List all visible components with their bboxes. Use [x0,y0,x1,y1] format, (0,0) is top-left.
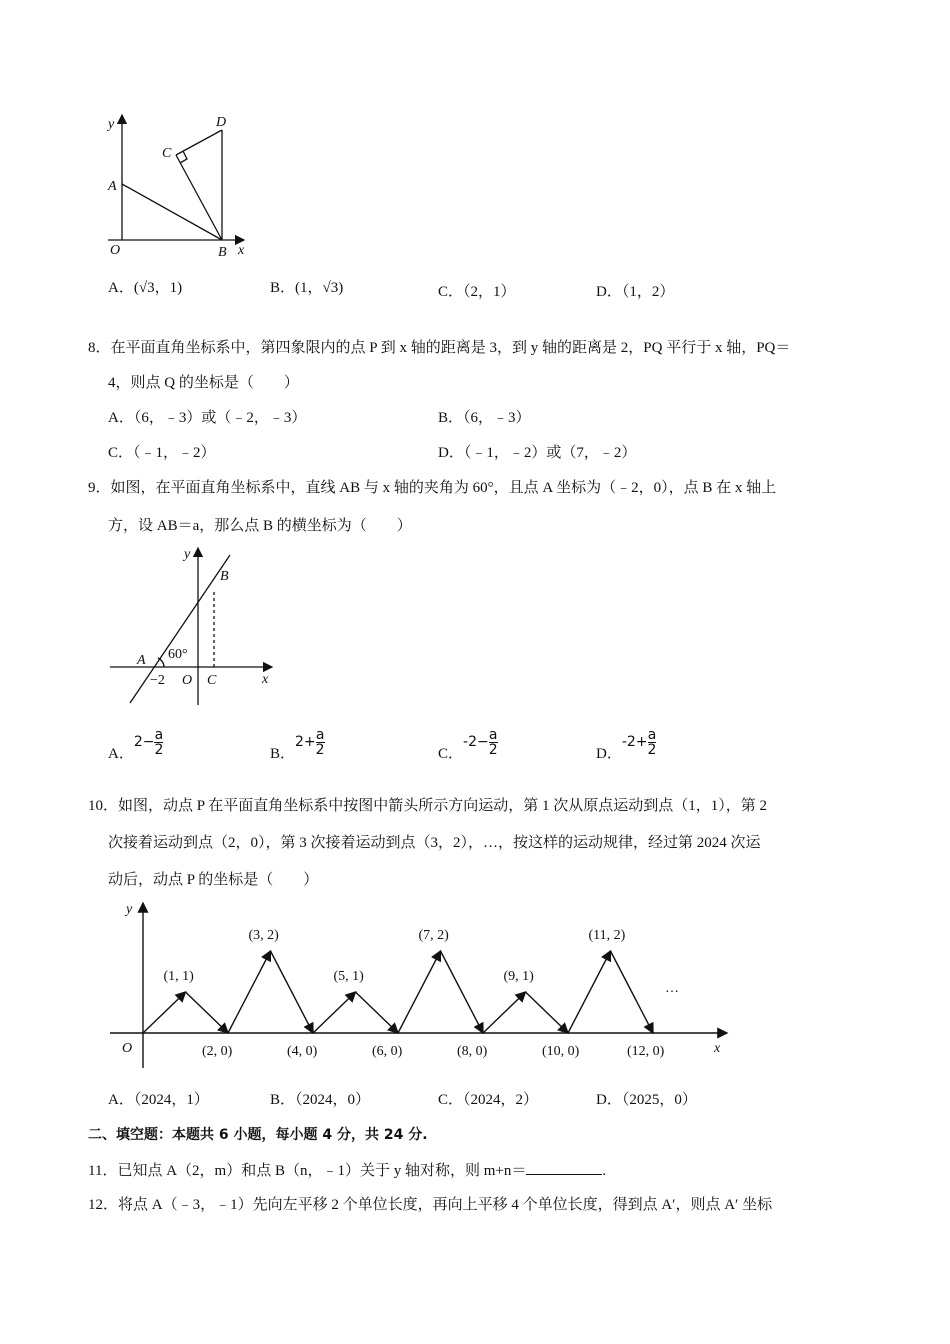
option-text: （2024，1） [133,1092,209,1108]
q9-stem-line2: 方，设 AB＝a，那么点 B 的横坐标为（ ） [108,518,412,534]
option-text: (1，√3) [295,280,344,296]
option-text: 2+ [295,733,316,750]
point-label: (1, 1) [163,969,194,984]
denominator: 2 [154,742,164,758]
option-letter: B． [270,1092,296,1108]
point-a-label: A [137,653,146,668]
point-label: (8, 0) [457,1044,488,1059]
motion-arrow [611,951,654,1033]
numerator: a [315,727,325,743]
q7-option-c[interactable] [438,282,516,302]
option-letter: B． [270,280,296,296]
neg2-label: −2 [150,673,165,688]
q10-option-a[interactable] [108,1090,209,1110]
motion-arrow [186,992,229,1033]
q11-text: 11．已知点 A（2，m）和点 B（n，﹣1）关于 y 轴对称，则 m+n＝ [88,1163,527,1179]
q7-option-a[interactable] [108,278,182,298]
option-letter: C． [108,445,134,461]
point-label: (10, 0) [542,1044,580,1059]
section-heading: 二、填空题：本题共 6 小题，每小题 4 分，共 24 分. [88,1127,428,1143]
motion-arrow [441,951,484,1033]
point-label: (3, 2) [248,928,279,943]
option-text: （﹣1，﹣2）或（7，﹣2） [463,445,637,461]
motion-arrow [143,992,186,1033]
point-label: (6, 0) [372,1044,403,1059]
origin-label: O [122,1041,133,1056]
q8-option-c[interactable] [108,443,216,463]
option-letter: A． [108,280,134,296]
q9-stem-line1: 9．如图，在平面直角坐标系中，直线 AB 与 x 轴的夹角为 60°，且点 A 坐标为（﹣2，0），点 B 在 x 轴上 [88,480,777,496]
x-axis-label: x [714,1041,721,1056]
denominator: 2 [315,742,325,758]
option-text: （2，1） [463,284,516,300]
denominator: 2 [647,742,657,758]
q7-option-b[interactable] [270,278,343,298]
point-c-label: C [162,146,172,161]
q12-stem: 12．将点 A（﹣3，﹣1）先向左平移 2 个单位长度，再向上平移 4 个单位长度，得到点 A′，则点 A′ 坐标 [88,1197,773,1213]
numerator: a [488,727,498,743]
option-text: （6，﹣3）或（﹣2，﹣3） [133,410,307,426]
point-label: (11, 2) [588,928,626,943]
q11-end: . [602,1163,607,1179]
y-axis-label: y [126,902,133,917]
fraction [316,728,325,757]
fraction [154,728,163,757]
option-text: -2+ [621,733,648,750]
option-text: （2024，2） [463,1092,539,1108]
option-text: （2025，0） [621,1092,697,1108]
origin-label: O [110,243,121,258]
q8-option-b[interactable] [438,408,531,428]
option-letter: D． [596,745,622,762]
ellipsis: … [665,981,679,996]
motion-arrow [356,992,399,1033]
q9-option-a[interactable] [108,727,164,769]
q10-option-d[interactable] [596,1090,697,1110]
motion-arrow [271,951,314,1033]
x-axis-label: x [262,672,269,687]
q10-figure [110,903,727,1068]
motion-arrow [526,992,569,1033]
point-label: (7, 2) [418,928,449,943]
option-text: （2024，0） [295,1092,371,1108]
option-text: -2− [463,733,489,750]
angle-label: 60° [168,647,188,662]
fraction [648,728,657,757]
motion-arrow [398,951,441,1033]
point-label: (9, 1) [503,969,534,984]
option-text: 2− [133,733,155,750]
q10-stem-line1: 10．如图，动点 P 在平面直角坐标系中按图中箭头所示方向运动，第 1 次从原点运动到点（1，1），第 2 [88,798,768,814]
q7-figure [108,115,244,240]
option-letter: A． [108,1092,134,1108]
q8-option-d[interactable] [438,443,636,463]
option-letter: B． [270,745,296,762]
option-text: （6，﹣3） [463,410,531,426]
point-d-label: D [216,115,227,130]
q9-option-b[interactable] [270,727,325,769]
q10-stem-line3: 动后，动点 P 的坐标是（ ） [108,872,319,888]
point-label: (12, 0) [627,1044,665,1059]
option-letter: D． [596,284,622,300]
option-letter: C． [438,745,464,762]
option-text: (√3，1) [133,280,183,296]
q10-option-b[interactable] [270,1090,370,1110]
q10-stem-line2: 次接着运动到点（2，0），第 3 次接着运动到点（3，2），…，按这样的运动规律，经过第 2024 次运 [108,835,761,851]
q9-option-d[interactable] [596,727,657,769]
point-a-label: A [108,179,117,194]
q10-option-c[interactable] [438,1090,538,1110]
numerator: a [647,727,657,743]
motion-arrow [228,951,271,1033]
fraction [489,728,498,757]
q8-stem-line1: 8．在平面直角坐标系中，第四象限内的点 P 到 x 轴的距离是 3，到 y 轴的距离是 2，PQ 平行于 x 轴，PQ＝ [88,340,791,356]
option-letter: A． [108,410,134,426]
q11-stem [88,1160,606,1181]
q8-stem-line2: 4，则点 Q 的坐标是（ ） [108,375,299,391]
origin-label: O [182,673,193,688]
q7-option-d[interactable] [596,282,674,302]
y-axis-label: y [108,117,115,132]
option-letter: C． [438,284,464,300]
option-letter: C． [438,1092,464,1108]
q8-option-a[interactable] [108,408,306,428]
motion-arrow [568,951,611,1033]
denominator: 2 [488,742,498,758]
option-text: （1，2） [621,284,675,300]
option-letter: D． [596,1092,622,1108]
y-axis-label: y [184,547,191,562]
point-b-label: B [218,245,227,260]
option-letter: A． [108,745,134,762]
numerator: a [154,727,164,743]
point-label: (4, 0) [287,1044,318,1059]
point-label: (5, 1) [333,969,364,984]
option-letter: B． [438,410,464,426]
motion-arrow [483,992,526,1033]
x-axis-label: x [238,243,245,258]
option-text: （﹣1，﹣2） [133,445,216,461]
q9-option-c[interactable] [438,727,498,769]
motion-arrow [313,992,356,1033]
option-letter: D． [438,445,464,461]
point-label: (2, 0) [202,1044,233,1059]
point-b-label: B [220,569,229,584]
answer-blank[interactable] [526,1160,602,1175]
point-c-label: C [207,673,217,688]
